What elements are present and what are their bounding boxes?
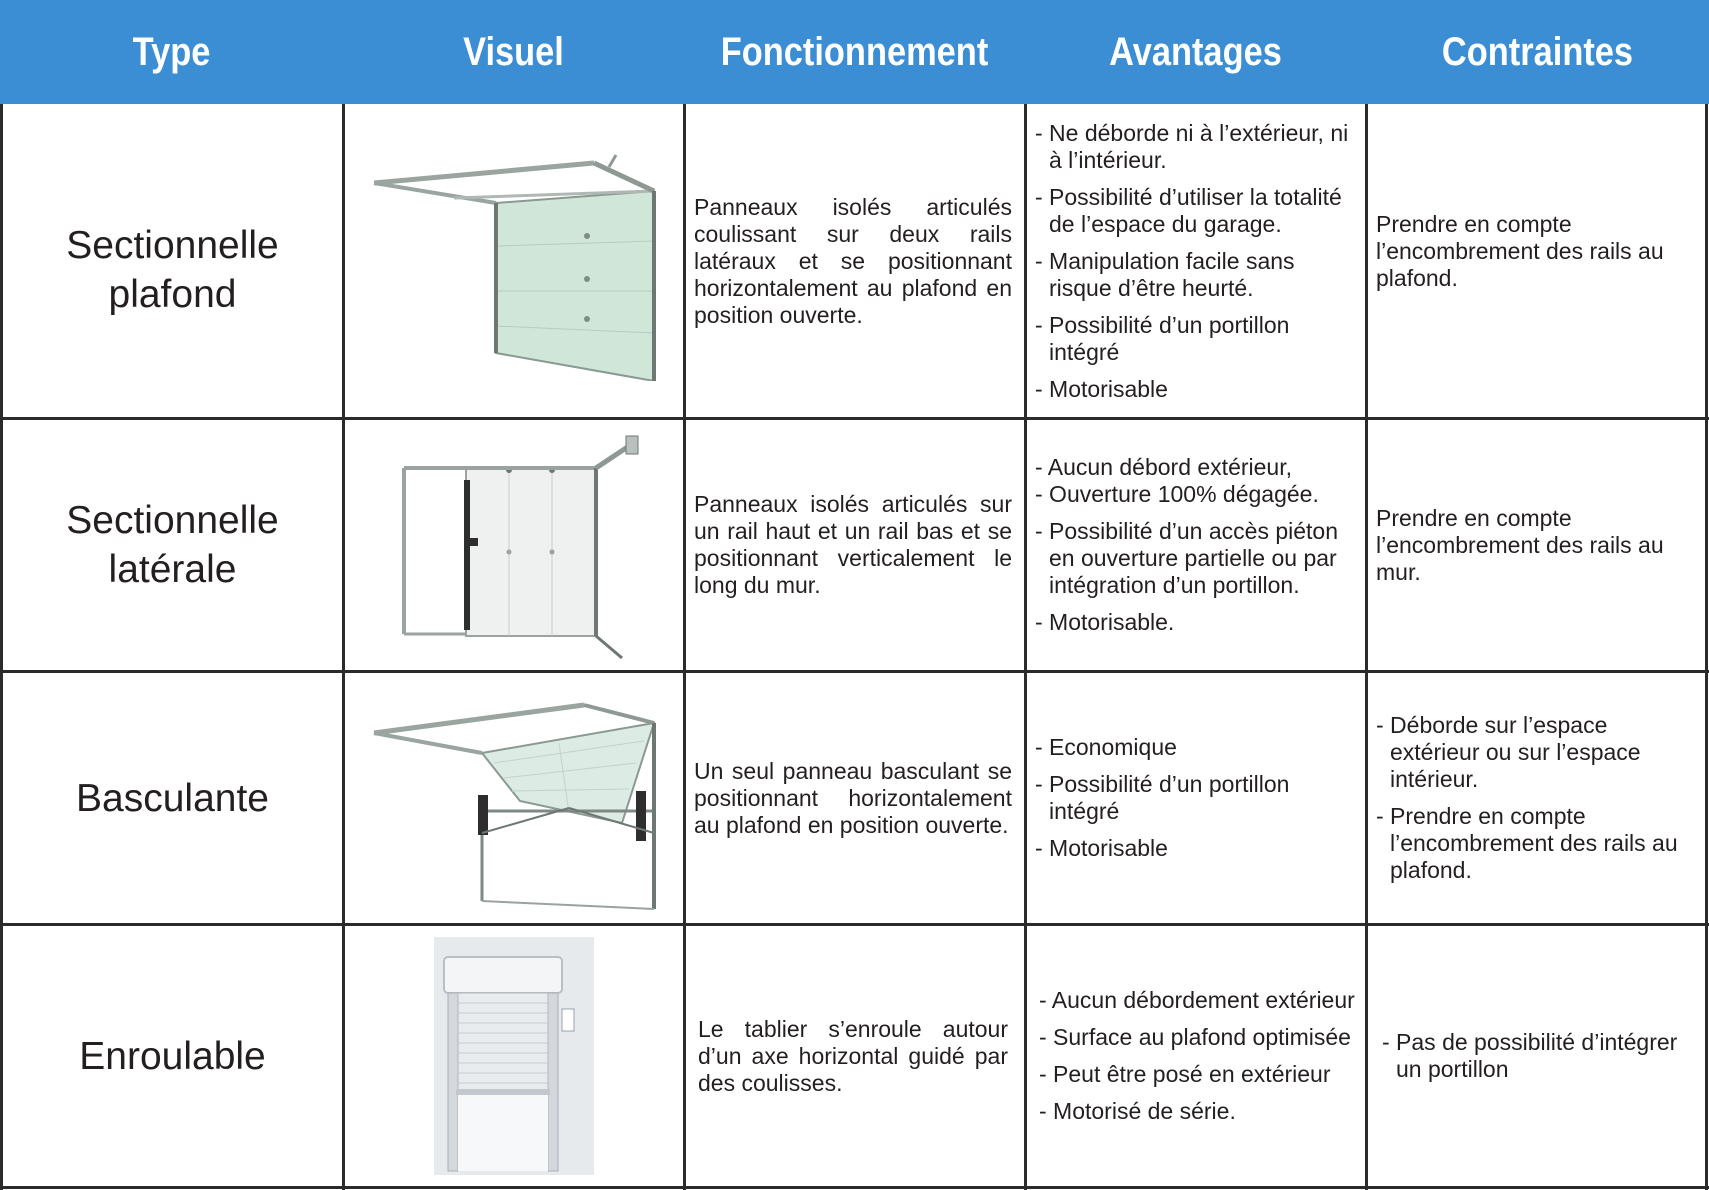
contrainte-item: - Déborde sur l’espace extérieur ou sur l’espace intérieur. [1376,712,1641,792]
contraintes-cell [1368,105,1705,417]
fonctionnement-cell [686,926,1024,1186]
up-and-over-door-icon [354,683,674,913]
avantages-cell [1027,420,1365,670]
avantage-item: - Motorisable [1035,835,1168,861]
fonctionnement-text: Panneaux isolés articulés coulissant sur deux rails latéraux et se positionnant horizontalement au plafond en position ouverte. [694,193,1012,328]
type-line-1: Sectionnelle [66,224,279,267]
type-line-1: Basculante [76,776,269,820]
type-line-2: latérale [108,548,237,591]
avantage-item: - Possibilité d’un portillon intégré [1035,771,1290,824]
type-cell [3,420,342,670]
contraintes-cell [1368,926,1705,1186]
avantage-item: - Possibilité d’un portillon intégré [1035,311,1290,365]
avantage-item: - Motorisé de série. [1039,1098,1236,1124]
side-sectional-door-icon [364,430,664,660]
fonctionnement-text: Panneaux isolés articulés sur un rail haut et un rail bas et se positionnant verticalement le long du mur. [694,491,1012,598]
avantage-item: - Ne déborde ni à l’extérieur, ni à l’intérieur. [1035,119,1349,173]
grid-line [0,1186,1709,1189]
type-line-2: plafond [108,273,237,316]
avantage-item: - Motorisable [1035,375,1168,402]
roller-door-icon [434,937,594,1175]
visual-cell [345,420,683,670]
avantages-cell [1027,105,1365,417]
table-row [0,420,1709,670]
header-fonctionnement: Fonctionnement [720,29,989,74]
avantage-item: - Motorisable. [1035,609,1175,635]
fonctionnement-text: Le tablier s’enroule autour d’un axe horizontal guidé par des coulisses. [698,1015,1008,1096]
table-header [0,0,1709,104]
avantages-cell [1027,673,1365,923]
avantage-item: - Surface au plafond optimisée [1039,1024,1351,1050]
avantage-item: - Peut être posé en extérieur [1039,1061,1331,1087]
contrainte-item: Prendre en compte l’encombrement des rails au mur. [1376,504,1664,585]
fonctionnement-cell [686,105,1024,417]
avantage-item: - Possibilité d’utiliser la totalité de l’espace du garage. [1035,183,1342,237]
avantage-item: - Aucun débord extérieur, [1035,454,1292,480]
ceiling-sectional-door-icon [354,141,674,381]
visual-cell [345,673,683,923]
header-visuel: Visuel [463,29,564,74]
avantage-item: - Ouverture 100% dégagée. [1035,481,1319,507]
fonctionnement-cell [686,673,1024,923]
avantage-item: - Economique [1035,734,1177,760]
avantage-item: - Possibilité d’un accès piéton en ouverture partielle ou par intégration d’un portillon. [1035,518,1338,598]
contrainte-item: Prendre en compte l’encombrement des rails au plafond. [1376,210,1664,291]
table-row [0,673,1709,923]
contraintes-cell [1368,420,1705,670]
type-cell [3,673,342,923]
header-type: Type [132,29,211,74]
header-avantages: Avantages [1109,29,1282,74]
fonctionnement-text: Un seul panneau basculant se positionnant horizontalement au plafond en position ouverte. [694,757,1012,838]
visual-cell [345,926,683,1186]
avantages-cell [1027,926,1365,1186]
type-cell [3,926,342,1186]
contrainte-item: - Pas de possibilité d’intégrer un portillon [1382,1029,1678,1082]
type-line-1: Enroulable [79,1034,266,1078]
contraintes-cell [1368,673,1705,923]
visual-cell [345,105,683,417]
avantage-item: - Manipulation facile sans risque d’être heurté. [1035,247,1295,301]
table-row [0,105,1709,417]
contrainte-item: - Prendre en compte l’encombrement des rails au plafond. [1376,803,1678,883]
header-contraintes: Contraintes [1441,29,1634,74]
table-row [0,926,1709,1186]
avantage-item: - Aucun débordement extérieur [1039,987,1355,1013]
type-cell [3,105,342,417]
type-line-1: Sectionnelle [66,499,279,542]
fonctionnement-cell [686,420,1024,670]
